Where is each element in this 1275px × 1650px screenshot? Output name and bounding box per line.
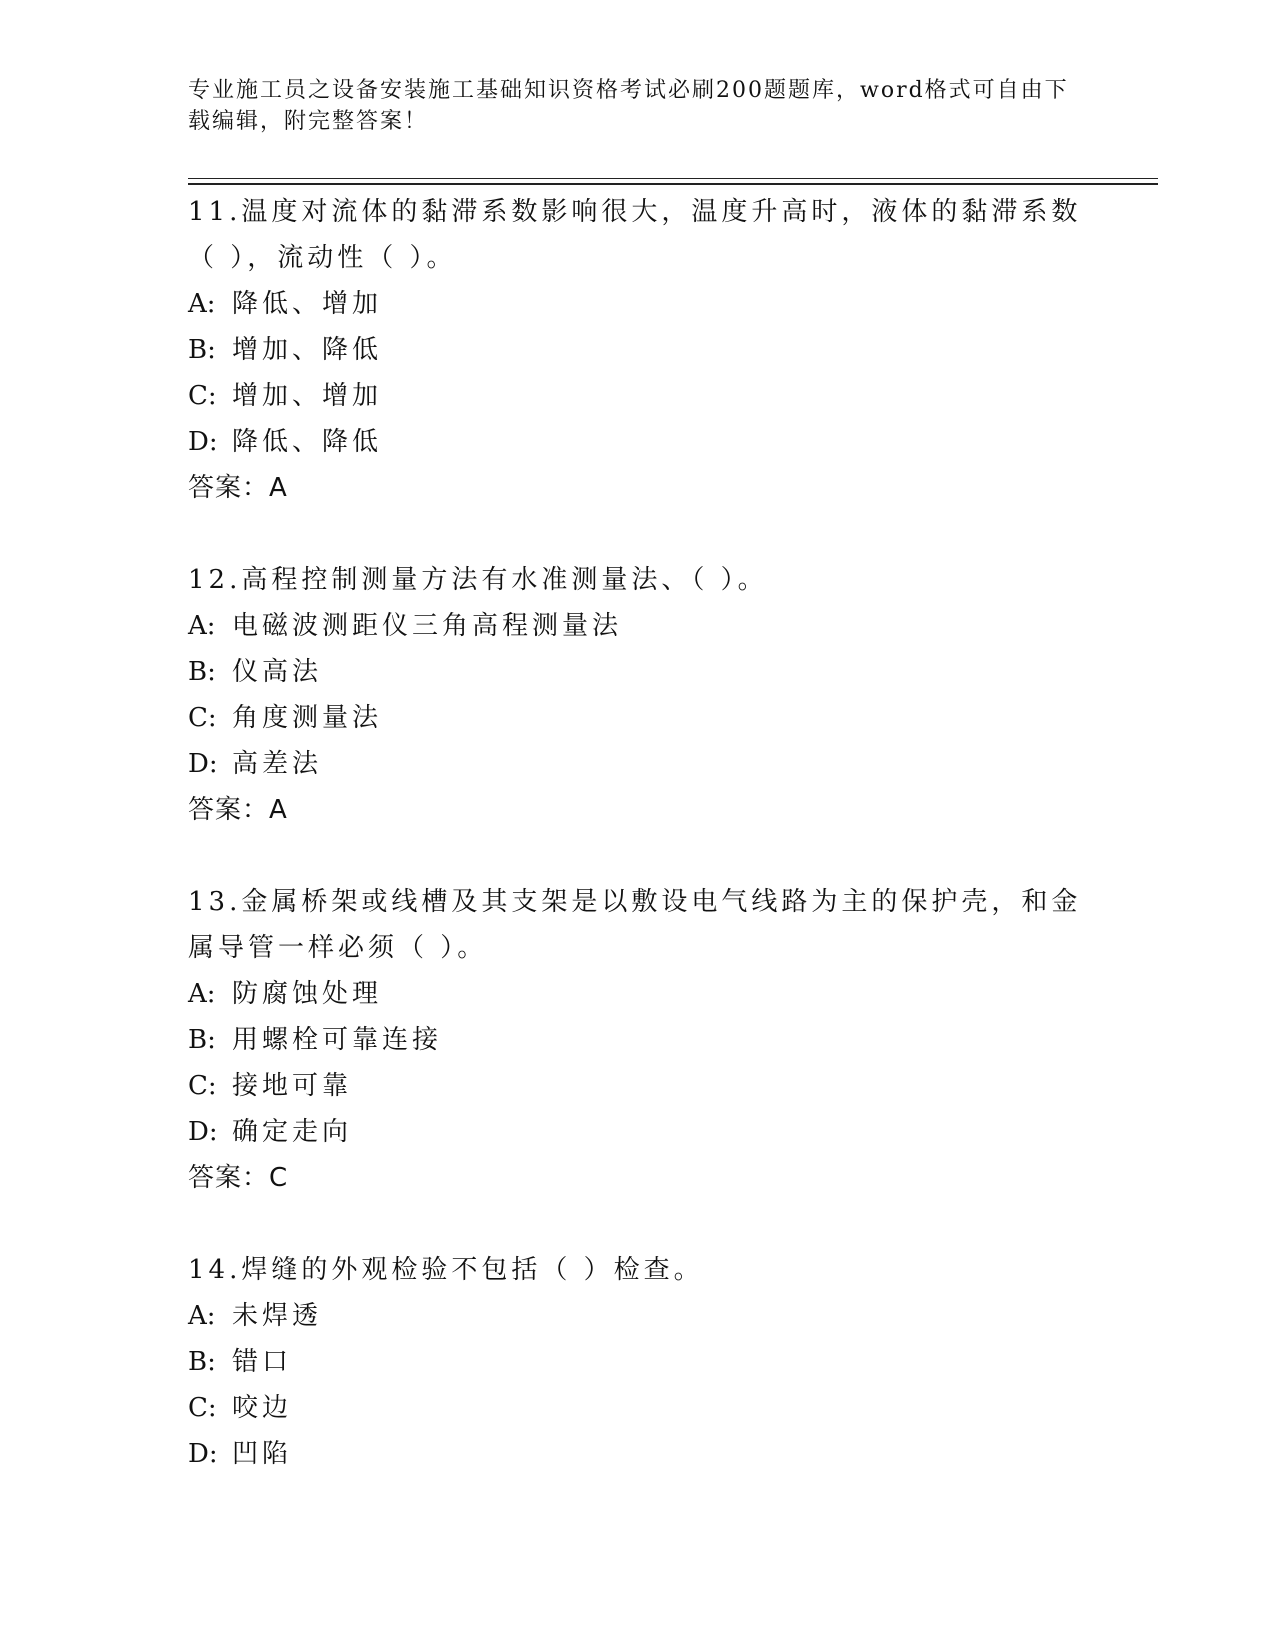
- option-c: [188, 1063, 1088, 1109]
- option-key: B:: [188, 657, 216, 687]
- option-key: A:: [188, 1301, 216, 1331]
- option-text: 未焊透: [232, 1301, 323, 1331]
- option-text: 电磁波测距仪三角高程测量法: [232, 611, 623, 641]
- option-text: 高差法: [232, 749, 323, 779]
- question-stem: 14.焊缝的外观检验不包括（ ）检查。: [188, 1255, 704, 1285]
- question-stem: 11.温度对流体的黏滞系数影响很大，温度升高时，液体的黏滞系数（ ），流动性（ ）。: [188, 197, 1082, 273]
- question-stem: 12.高程控制测量方法有水准测量法、（ ）。: [188, 565, 768, 595]
- option-text: 角度测量法: [232, 703, 383, 733]
- option-a: [188, 971, 1088, 1017]
- option-d: [188, 1431, 1088, 1477]
- question-12: [188, 557, 1088, 833]
- option-text: 降低、增加: [232, 289, 383, 319]
- option-b: [188, 1339, 1088, 1385]
- option-key: C:: [188, 1393, 217, 1423]
- option-text: 确定走向: [232, 1117, 353, 1147]
- header-divider-thin: [188, 178, 1158, 179]
- option-b: [188, 327, 1088, 373]
- option-key: D:: [188, 427, 218, 457]
- option-text: 错口: [232, 1347, 293, 1377]
- option-key: A:: [188, 611, 216, 641]
- option-text: 用螺栓可靠连接: [232, 1025, 443, 1055]
- option-text: 接地可靠: [232, 1071, 353, 1101]
- option-text: 咬边: [232, 1393, 293, 1423]
- option-text: 增加、增加: [232, 381, 383, 411]
- option-text: 凹陷: [232, 1439, 293, 1469]
- document-header: 专业施工员之设备安装施工基础知识资格考试必刷200题题库，word格式可自由下载编辑，附完整答案！: [188, 78, 1069, 134]
- option-key: C:: [188, 1071, 217, 1101]
- option-a: [188, 1293, 1088, 1339]
- option-key: B:: [188, 335, 216, 365]
- option-b: [188, 1017, 1088, 1063]
- option-a: [188, 603, 1088, 649]
- option-c: [188, 373, 1088, 419]
- option-text: 仪高法: [232, 657, 323, 687]
- option-key: D:: [188, 1439, 218, 1469]
- option-text: 防腐蚀处理: [232, 979, 383, 1009]
- option-key: B:: [188, 1025, 216, 1055]
- option-key: D:: [188, 749, 218, 779]
- option-b: [188, 649, 1088, 695]
- option-text: 增加、降低: [232, 335, 383, 365]
- option-d: [188, 1109, 1088, 1155]
- option-a: [188, 281, 1088, 327]
- option-key: C:: [188, 381, 217, 411]
- question-14: [188, 1247, 1088, 1477]
- option-key: C:: [188, 703, 217, 733]
- option-c: [188, 1385, 1088, 1431]
- option-key: A:: [188, 289, 216, 319]
- option-c: [188, 695, 1088, 741]
- option-d: [188, 419, 1088, 465]
- answer-line: 答案：C: [188, 1163, 289, 1193]
- header-divider-thick: [188, 183, 1158, 185]
- answer-line: 答案：A: [188, 795, 288, 825]
- option-d: [188, 741, 1088, 787]
- option-key: B:: [188, 1347, 216, 1377]
- option-key: D:: [188, 1117, 218, 1147]
- option-key: A:: [188, 979, 216, 1009]
- question-11: [188, 189, 1088, 511]
- answer-line: 答案：A: [188, 473, 288, 503]
- question-13: [188, 879, 1088, 1201]
- option-text: 降低、降低: [232, 427, 383, 457]
- question-list: [188, 189, 1088, 1523]
- question-stem: 13.金属桥架或线槽及其支架是以敷设电气线路为主的保护壳，和金属导管一样必须（ ）。: [188, 887, 1082, 963]
